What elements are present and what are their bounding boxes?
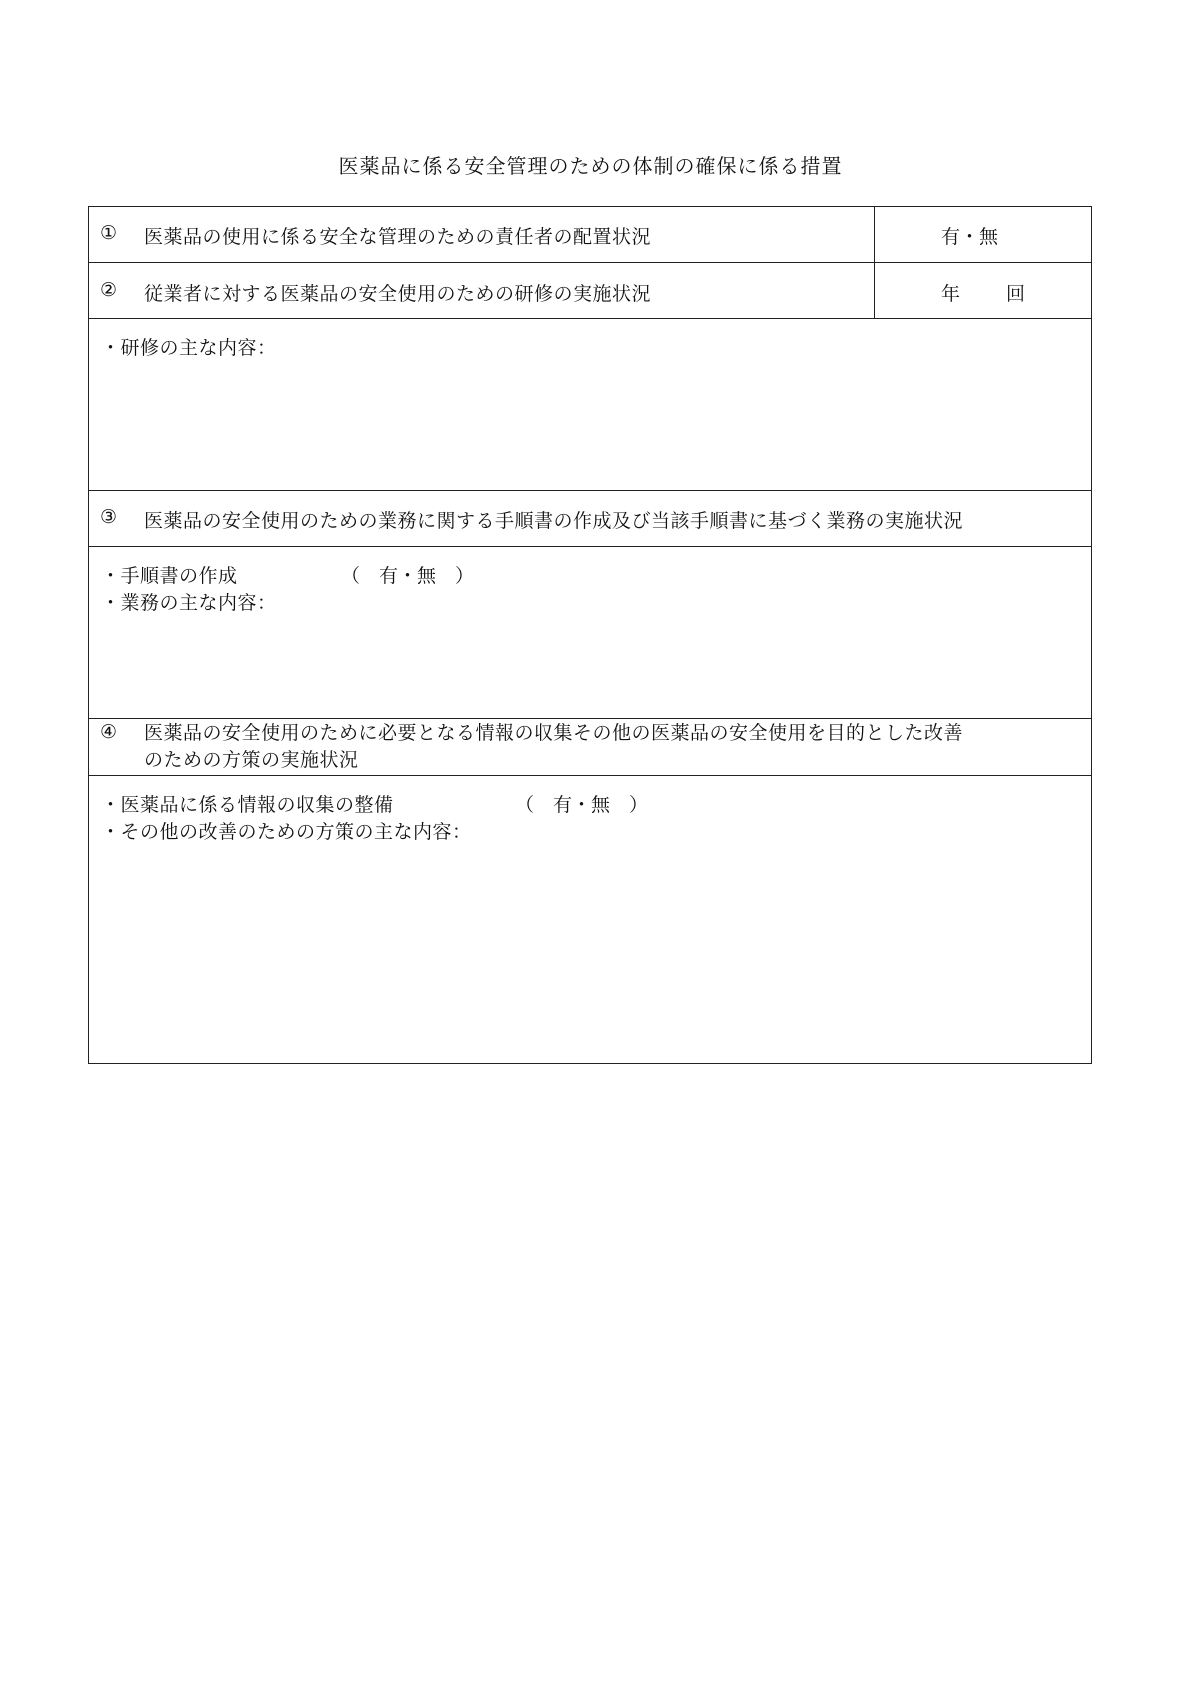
manual-block[interactable] (89, 547, 1091, 719)
item-row-3 (89, 491, 1091, 547)
item-4-number: ④ (100, 721, 118, 743)
item-4-text-line1: 医薬品の安全使用のために必要となる情報の収集その他の医薬品の安全使用を目的とした改善 (144, 722, 964, 744)
safety-management-form (88, 206, 1092, 1064)
item-3-number: ③ (100, 506, 118, 528)
training-content-label: ・研修の主な内容： (101, 337, 277, 359)
info-collection-block[interactable] (89, 776, 1091, 1063)
training-content-block[interactable] (89, 319, 1091, 491)
document-title: 医薬品に係る安全管理のための体制の確保に係る措置 (338, 154, 843, 178)
item-2-answer-cell[interactable] (875, 263, 1091, 318)
item-2-question-cell (89, 263, 875, 318)
item-2-text: 従業者に対する医薬品の安全使用のための研修の実施状況 (144, 283, 652, 305)
manual-creation-choice[interactable]: （ 有・無 ） (341, 565, 475, 587)
item-3-text: 医薬品の安全使用のための業務に関する手順書の作成及び当該手順書に基づく業務の実施状況 (144, 510, 964, 532)
other-improvement-label: ・その他の改善のための方策の主な内容： (101, 821, 472, 843)
item-row-4 (89, 719, 1091, 776)
manual-creation-label: ・手順書の作成 (101, 565, 238, 587)
item-row-1 (89, 207, 1091, 263)
item-1-question-cell (89, 207, 875, 262)
item-2-number: ② (100, 279, 118, 301)
item-1-number: ① (100, 222, 118, 244)
info-collection-label: ・医薬品に係る情報の収集の整備 (101, 794, 394, 816)
item-2-answer-year: 年 (941, 283, 961, 305)
business-content-label: ・業務の主な内容： (101, 592, 277, 614)
item-row-2 (89, 263, 1091, 319)
item-1-answer[interactable]: 有・無 (941, 226, 999, 248)
item-4-text (144, 720, 963, 774)
item-1-text: 医薬品の使用に係る安全な管理のための責任者の配置状況 (144, 226, 652, 248)
item-1-answer-cell[interactable] (875, 207, 1091, 262)
info-collection-choice[interactable]: （ 有・無 ） (515, 794, 649, 816)
item-2-answer-times: 回 (1006, 283, 1026, 305)
item-4-text-line2: のための方策の実施状況 (144, 749, 359, 771)
